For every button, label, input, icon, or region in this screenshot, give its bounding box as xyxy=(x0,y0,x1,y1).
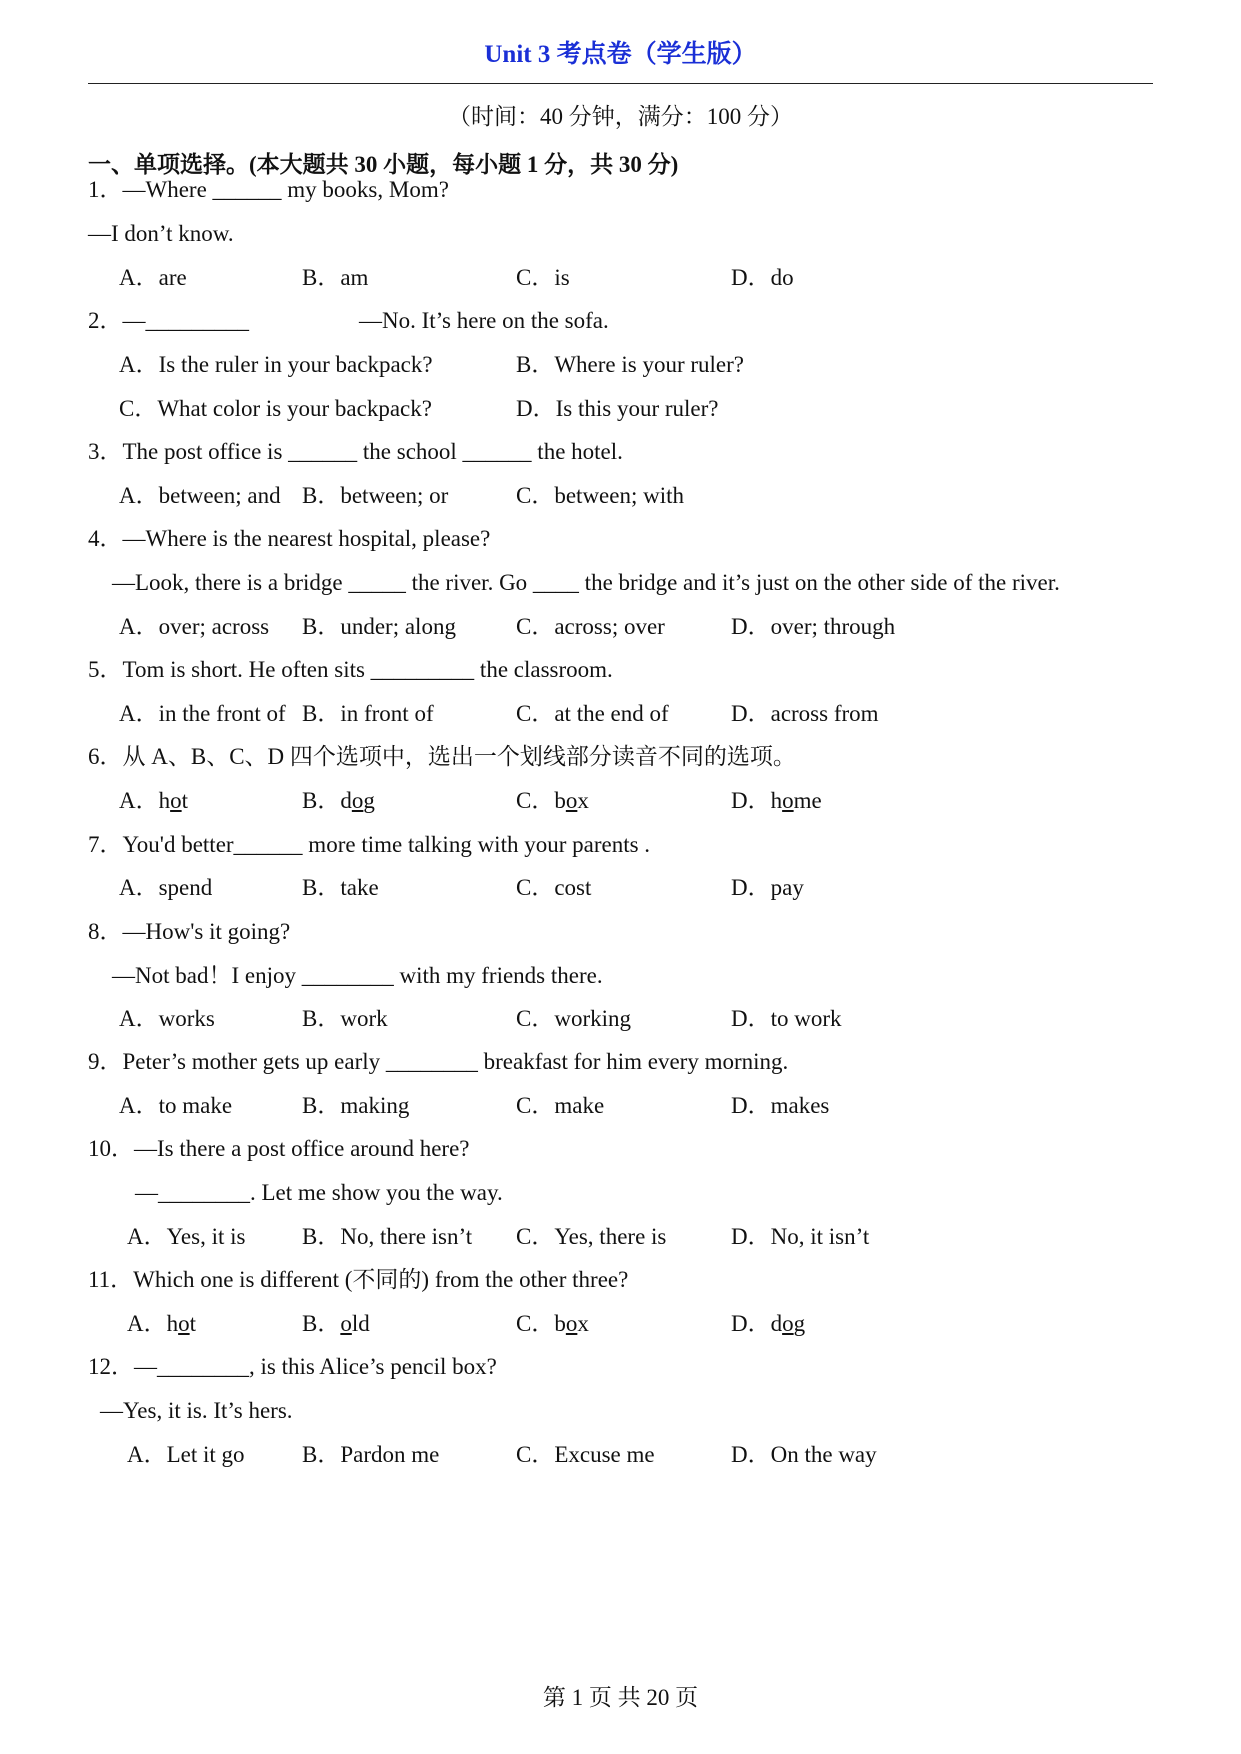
question-10-option-d: D．No, it isn’t xyxy=(731,1224,870,1249)
question-2-option-b: B．Where is your ruler? xyxy=(516,352,745,377)
question-5-option-b: B．in front of xyxy=(302,701,434,726)
question-11-option-b: B．old xyxy=(302,1311,370,1336)
question-2-reply: —No. It’s here on the sofa. xyxy=(359,308,609,333)
question-3-option-a: A．between; and xyxy=(119,483,281,508)
question-2-option-d: D．Is this your ruler? xyxy=(516,396,719,421)
question-9-option-a: A．to make xyxy=(119,1093,233,1118)
question-11-option-d: D．dog xyxy=(731,1311,806,1336)
page-number: 第 1 页 共 20 页 xyxy=(542,1685,699,1710)
question-4-option-b: B．under; along xyxy=(302,614,456,639)
question-2-stem: 2．—_________ xyxy=(88,308,249,333)
question-12-option-c: C．Excuse me xyxy=(516,1442,655,1467)
question-12-option-d: D．On the way xyxy=(731,1442,877,1467)
question-8-option-c: C．working xyxy=(516,1006,631,1031)
question-8-option-a: A．works xyxy=(119,1006,215,1031)
question-4-option-a: A．over; across xyxy=(119,614,270,639)
question-6-option-c: C．box xyxy=(516,788,589,813)
question-4-option-c: C．across; over xyxy=(516,614,665,639)
question-11-option-c: C．box xyxy=(516,1311,589,1336)
question-7-stem: 7．You'd better______ more time talking with your parents . xyxy=(88,832,651,857)
question-9-stem: 9．Peter’s mother gets up early ________ breakfast for him every morning. xyxy=(88,1049,789,1074)
question-10-option-a: A．Yes, it is xyxy=(127,1224,246,1249)
question-12-option-b: B．Pardon me xyxy=(302,1442,440,1467)
question-7-option-b: B．take xyxy=(302,875,379,900)
question-6-stem: 6．从 A、B、C、D 四个选项中，选出一个划线部分读音不同的选项。 xyxy=(88,744,796,769)
exam-info: （时间：40 分钟，满分：100 分） xyxy=(448,104,793,129)
question-10-reply: —________. Let me show you the way. xyxy=(135,1180,503,1205)
question-8-option-d: D．to work xyxy=(731,1006,842,1031)
question-12-reply: —Yes, it is. It’s hers. xyxy=(100,1398,293,1423)
question-3-option-c: C．between; with xyxy=(516,483,684,508)
question-11-option-a: A．hot xyxy=(127,1311,197,1336)
question-5-option-c: C．at the end of xyxy=(516,701,669,726)
document-title: Unit 3 考点卷（学生版） xyxy=(484,41,757,68)
question-8-stem: 8．—How's it going? xyxy=(88,919,291,944)
question-4-stem: 4．—Where is the nearest hospital, please? xyxy=(88,526,491,551)
question-4-option-d: D．over; through xyxy=(731,614,896,639)
question-1-stem: 1．—Where ______ my books, Mom? xyxy=(88,177,449,202)
question-9-option-d: D．makes xyxy=(731,1093,830,1118)
question-8-reply: —Not bad！I enjoy ________ with my friends there. xyxy=(112,963,603,988)
question-3-option-b: B．between; or xyxy=(302,483,449,508)
question-1-reply: —I don’t know. xyxy=(88,221,234,246)
question-7-option-a: A．spend xyxy=(119,875,213,900)
question-5-option-a: A．in the front of xyxy=(119,701,286,726)
section-heading: 一、单项选择。(本大题共 30 小题，每小题 1 分，共 30 分) xyxy=(88,152,679,177)
question-6-option-d: D．home xyxy=(731,788,822,813)
question-9-option-c: C．make xyxy=(516,1093,605,1118)
question-5-option-d: D．across from xyxy=(731,701,879,726)
header-divider xyxy=(88,83,1153,84)
question-7-option-c: C．cost xyxy=(516,875,592,900)
question-1-option-a: A．are xyxy=(119,265,187,290)
question-6-option-a: A．hot xyxy=(119,788,189,813)
question-7-option-d: D．pay xyxy=(731,875,804,900)
question-11-stem: 11．Which one is different (不同的) from the other three? xyxy=(88,1267,629,1292)
question-10-option-b: B．No, there isn’t xyxy=(302,1224,473,1249)
question-3-stem: 3．The post office is ______ the school ______ the hotel. xyxy=(88,439,623,464)
question-1-option-b: B．am xyxy=(302,265,369,290)
question-8-option-b: B．work xyxy=(302,1006,388,1031)
question-6-option-b: B．dog xyxy=(302,788,375,813)
question-12-option-a: A．Let it go xyxy=(127,1442,245,1467)
question-12-stem: 12．—________, is this Alice’s pencil box? xyxy=(88,1354,497,1379)
question-4-reply: —Look, there is a bridge _____ the river. Go ____ the bridge and it’s just on the other side of the river. xyxy=(112,570,1060,595)
question-1-option-c: C．is xyxy=(516,265,570,290)
question-1-option-d: D．do xyxy=(731,265,794,290)
question-5-stem: 5．Tom is short. He often sits _________ the classroom. xyxy=(88,657,613,682)
question-2-option-a: A．Is the ruler in your backpack? xyxy=(119,352,433,377)
question-9-option-b: B．making xyxy=(302,1093,410,1118)
question-2-option-c: C．What color is your backpack? xyxy=(119,396,432,421)
question-10-option-c: C．Yes, there is xyxy=(516,1224,667,1249)
question-10-stem: 10．—Is there a post office around here? xyxy=(88,1136,470,1161)
